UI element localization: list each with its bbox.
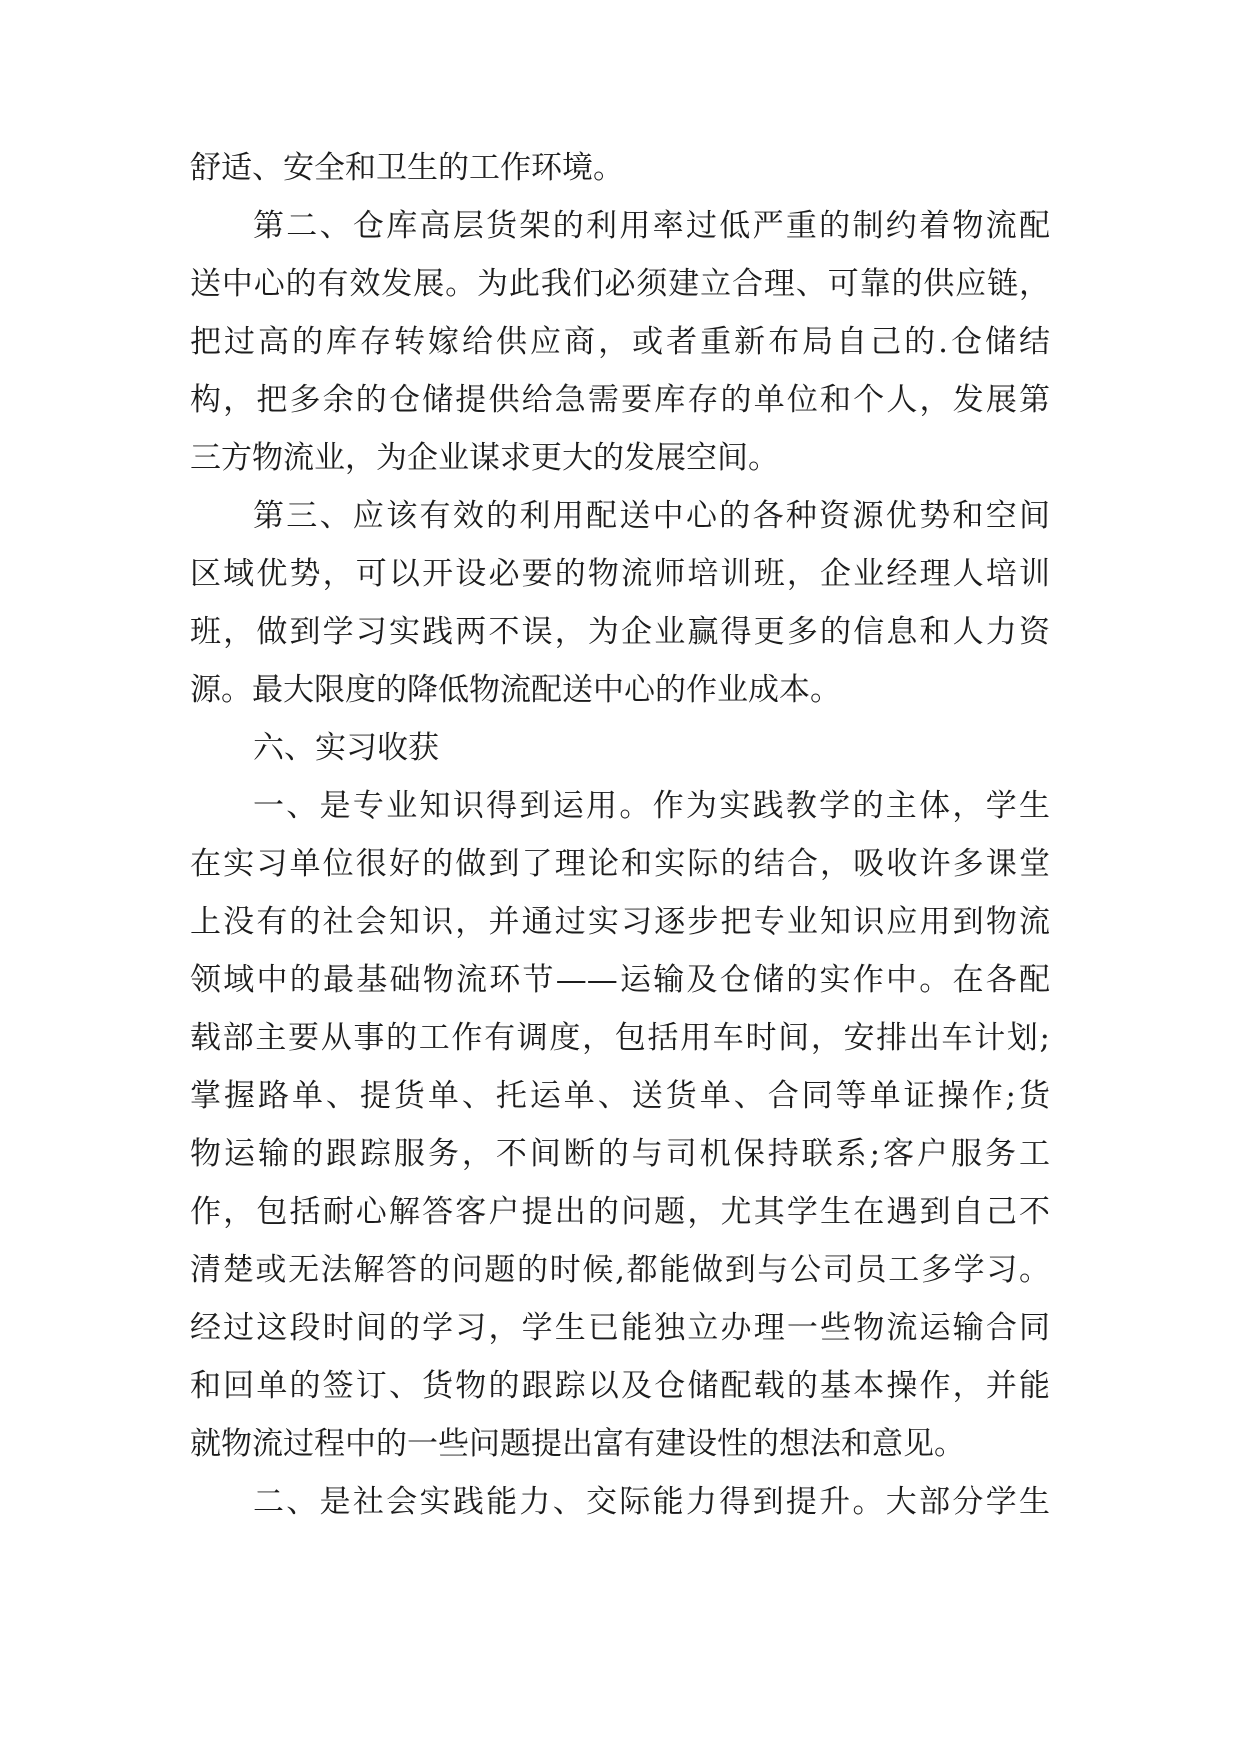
paragraph-start-line: 二、是社会实践能力、交际能力得到提升。大部分学生 <box>253 1484 1050 1520</box>
text-line: 班，做到学习实践两不误，为企业赢得更多的信息和人力资 <box>190 614 1050 650</box>
text-line: 就物流过程中的一些问题提出富有建设性的想法和意见。 <box>190 1426 965 1462</box>
paragraph-start-line: 第三、应该有效的利用配送中心的各种资源优势和空间 <box>253 498 1050 534</box>
text-line: 送中心的有效发展。为此我们必须建立合理、可靠的供应链， <box>190 266 1050 302</box>
text-line: 作，包括耐心解答客户提出的问题，尤其学生在遇到自己不 <box>190 1194 1050 1230</box>
paragraph-start-line: 第二、仓库高层货架的利用率过低严重的制约着物流配 <box>253 208 1050 244</box>
text-line: 舒适、安全和卫生的工作环境。 <box>190 150 624 186</box>
text-line: 区域优势，可以开设必要的物流师培训班，企业经理人培训 <box>190 556 1050 592</box>
text-line: 领域中的最基础物流环节——运输及仓储的实作中。在各配 <box>190 962 1050 998</box>
paragraph-start-line: 一、是专业知识得到运用。作为实践教学的主体，学生 <box>253 788 1050 824</box>
text-line: 把过高的库存转嫁给供应商，或者重新布局自己的.仓储结 <box>190 324 1050 360</box>
text-line: 三方物流业，为企业谋求更大的发展空间。 <box>190 440 779 476</box>
text-line: 上没有的社会知识，并通过实习逐步把专业知识应用到物流 <box>190 904 1050 940</box>
text-line: 和回单的签订、货物的跟踪以及仓储配载的基本操作，并能 <box>190 1368 1050 1404</box>
text-line: 构，把多余的仓储提供给急需要库存的单位和个人，发展第 <box>190 382 1050 418</box>
section-heading: 六、实习收获 <box>253 730 439 766</box>
text-line: 在实习单位很好的做到了理论和实际的结合，吸收许多课堂 <box>190 846 1050 882</box>
text-line: 源。最大限度的降低物流配送中心的作业成本。 <box>190 672 841 708</box>
text-line: 掌握路单、提货单、托运单、送货单、合同等单证操作;货 <box>190 1078 1050 1114</box>
text-line: 清楚或无法解答的问题的时候,都能做到与公司员工多学习。 <box>190 1252 1050 1288</box>
text-line: 载部主要从事的工作有调度，包括用车时间，安排出车计划; <box>190 1020 1050 1056</box>
text-line: 物运输的跟踪服务，不间断的与司机保持联系;客户服务工 <box>190 1136 1050 1172</box>
text-line: 经过这段时间的学习，学生已能独立办理一些物流运输合同 <box>190 1310 1050 1346</box>
